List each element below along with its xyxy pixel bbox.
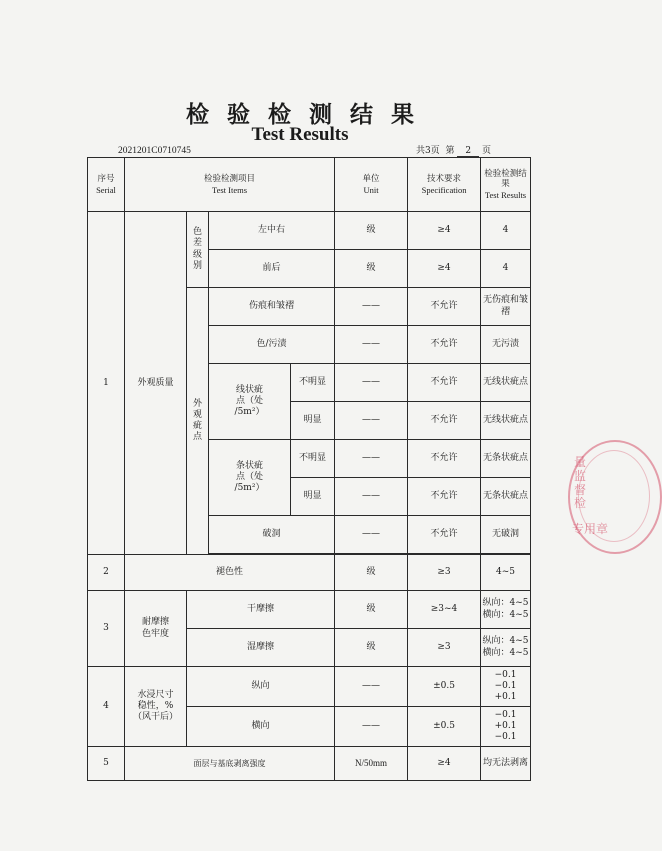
header-items: 检验检测项目 Test Items xyxy=(125,158,335,212)
header-spec: 技术要求 Specification xyxy=(408,158,481,212)
table-row: 明显 —— 不允许 无条状疵点 xyxy=(88,478,531,516)
table-row: 2 褪色性 级 ≥3 4~5 xyxy=(88,555,531,591)
table-row: 线状疵 点（处 /5m²） 不明显 —— 不允许 无线状疵点 xyxy=(88,364,531,402)
page-info: 共3页 第 2 页 xyxy=(416,146,492,156)
results-table xyxy=(87,157,531,781)
table-row: 横向 —— ±0.5 −0.1 +0.1 −0.1 xyxy=(88,707,531,747)
table-row: 湿摩擦 级 ≥3 纵向：4~5 横向：4~5 xyxy=(88,629,531,667)
header-unit: 单位 Unit xyxy=(335,158,408,212)
header-serial: 序号 Serial xyxy=(88,158,125,212)
table-row: 3 耐摩擦 色牢度 干摩擦 级 ≥3~4 纵向：4~5 横向：4~5 xyxy=(88,591,531,629)
table-row: 前后 级 ≥4 4 xyxy=(88,250,531,288)
item-name-cell: 外观质量 xyxy=(125,212,187,555)
header-results: 检验检测结果 Test Results xyxy=(481,158,531,212)
table-row: 明显 —— 不允许 无线状疵点 xyxy=(88,402,531,440)
table-row: 1 外观质量 色差级别 左中右 级 ≥4 4 xyxy=(88,212,531,250)
table-row: 4 水浸尺寸 稳性，% （风干后） 纵向 —— ±0.5 −0.1 −0.1 +0.1 xyxy=(88,667,531,707)
table-row: 5 面层与基底剥离强度 N/50mm ≥4 均无法剥离 xyxy=(88,747,531,781)
serial-cell: 1 xyxy=(88,212,125,555)
table-row: 破洞 —— 不允许 无破洞 xyxy=(88,516,531,554)
color-diff-cell: 色差级别 xyxy=(187,212,209,288)
title-en: Test Results xyxy=(251,124,349,145)
defect-cell: 外观疵点 xyxy=(187,288,209,555)
report-number: 2021201C0710745 xyxy=(118,146,191,156)
table-row: 条状疵 点（处 /5m²） 不明显 —— 不允许 无条状疵点 xyxy=(88,440,531,478)
official-stamp: 量监督检 专用章 xyxy=(568,440,662,554)
title-cn: 检验检测结果 xyxy=(186,101,432,128)
table-row: 外观疵点 伤痕和皱褶 —— 不允许 无伤痕和皱褶 xyxy=(88,288,531,326)
table-row: 色/污渍 —— 不允许 无污渍 xyxy=(88,326,531,364)
header-row xyxy=(88,158,531,212)
